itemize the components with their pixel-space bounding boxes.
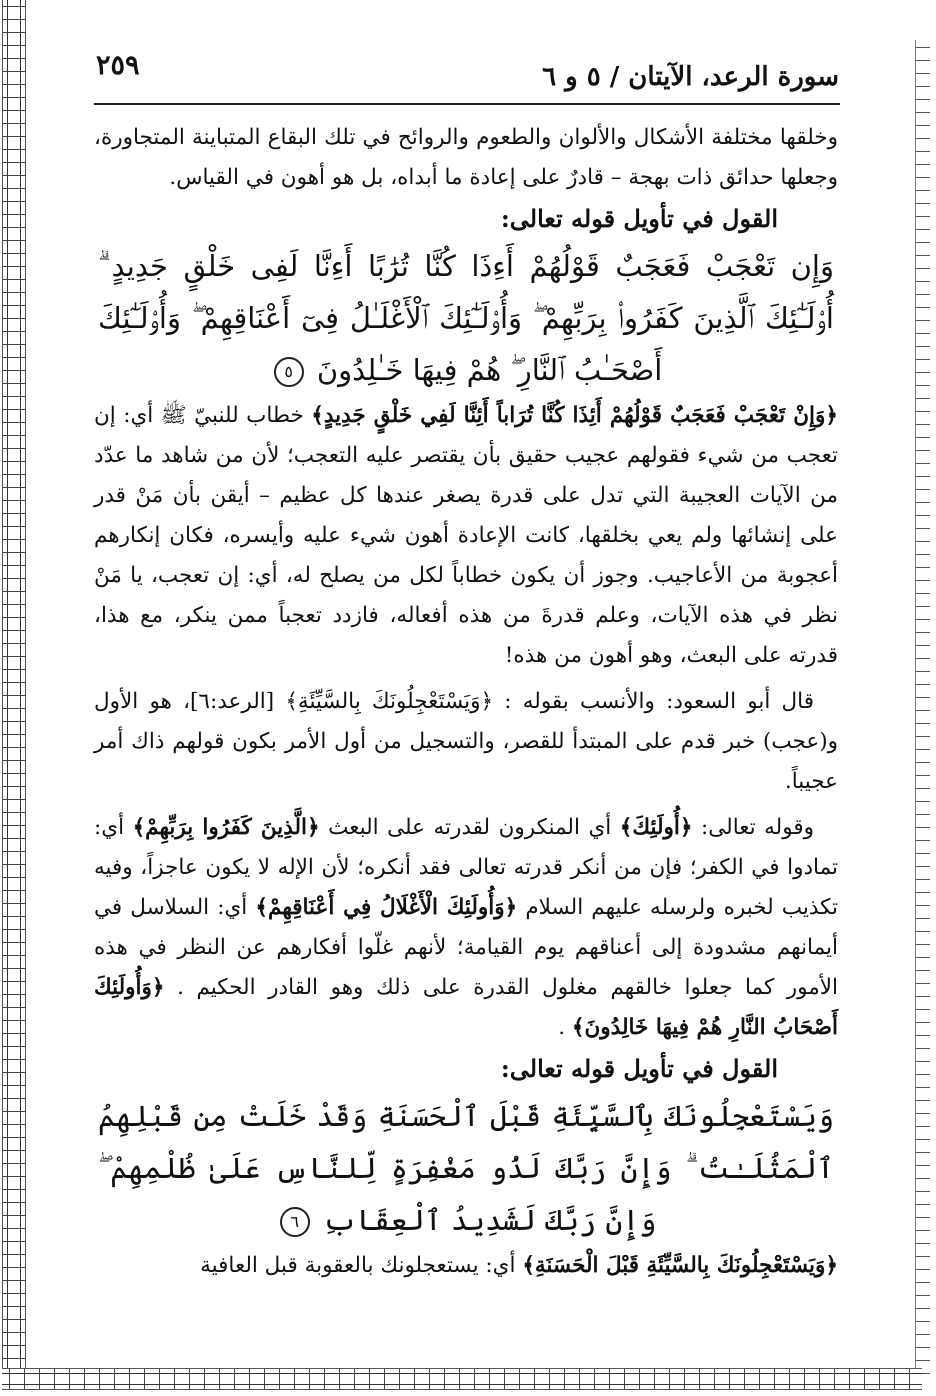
commentary-text: وقوله تعالى:	[701, 815, 814, 840]
page-number: ٢٥٩	[96, 50, 140, 81]
decorative-border-right	[915, 40, 930, 1380]
commentary-text: خطاب للنبيّ ﷺ أي: إن تعجب من شيء فقولهم عجيب حقيق بأن يقتصر عليه التعجب؛ لأن من شاهد ما عدّد من الآيات العجيبة التي تدل على قدرة يصغر عندها كل عظيم – أيقن بأن مَنْ قدر على إنشائها ولم يعي بخلقها، كانت الإعادة أهون شيء عليه وأيسره، فكان إنكارهم أعجوبة من الأعاجيب. وجوز أن يكون خطاباً لكل من يصلح له، أي: إن تعجب، يا مَنْ نظر في هذه الآيات، وعلم قدرةَ من هذه أفعاله، فازدد تعجباً ممن ينكر، مع هذا، قدرته على البعث، وهو أهون من هذه!	[94, 403, 838, 668]
paragraph-commentary-3	[94, 1246, 838, 1286]
quran-quote: ﴿وَإِنْ تَعْجَبْ فَعَجَبٌ قَوْلُهُمْ أَئِذَا كُنَّا تُرَاباً أَئِنَّا لَفِي خَلْقٍ جَدِيدٍ﴾	[311, 403, 838, 428]
section-heading-2: القول في تأويل قوله تعالى:	[500, 1054, 778, 1083]
quran-quote: ﴿الَّذِينَ كَفَرُوا بِرَبِّهِمْ﴾	[132, 815, 320, 840]
verse-text: وَيَسْتَعْجِلُونَكَ بِٱلسَّيِّئَةِ قَبْلَ ٱلْحَسَنَةِ وَقَدْ خَلَتْ مِن قَبْلِهِمُ ٱلْمَثُلَـٰتُ ۗ وَإِنَّ رَبَّكَ لَذُو مَغْفِرَةٍ لِّلنَّاسِ عَلَىٰ ظُلْمِهِمْ ۖ وَإِنَّ رَبَّكَ لَشَدِيدُ ٱلْعِقَابِ	[98, 1099, 834, 1237]
paragraph-intro: وخلقها مختلفة الأشكال والألوان والطعوم والروائح في تلك البقاع المتباينة المتجاورة، وجعلها حدائق ذات بهجة – قادرٌ على إعادة ما أبداه، بل هو أهون في القياس.	[94, 125, 838, 190]
quran-verse-6	[94, 1090, 838, 1246]
commentary-text: أي: تمادوا في الكفر؛ فإن من أنكر قدرته تعالى فقد أنكره؛ لأن الإله لا يكون عاجزاً، وفيه تكذيب لخبره ولرسله عليهم السلام	[94, 815, 838, 920]
header-rule	[94, 103, 840, 105]
verse-text: وَإِن تَعْجَبْ فَعَجَبٌ قَوْلُهُمْ أَءِذَا كُنَّا تُرَٰبًا أَءِنَّا لَفِى خَلْقٍ جَدِيدٍ ۗ أُو۟لَـٰٓئِكَ ٱلَّذِينَ كَفَرُوا۟ بِرَبِّهِمْ ۖ وَأُو۟لَـٰٓئِكَ ٱلْأَغْلَـٰلُ فِىٓ أَعْنَاقِهِمْ ۖ وَأُو۟لَـٰٓئِكَ أَصْحَـٰبُ ٱلنَّارِ ۖ هُمْ فِيهَا خَـٰلِدُونَ	[98, 249, 834, 387]
commentary-text: أي المنكرون لقدرته على البعث	[328, 815, 612, 840]
paragraph-commentary-1	[94, 396, 838, 676]
decorative-border-left	[2, 0, 26, 1378]
paragraph-abu-saud: قال أبو السعود: والأنسب بقوله : ﴿وَيَسْتَعْجِلُونَكَ بِالسَّيِّئَةِ﴾ [الرعد:٦]، هو الأول و(عجب) خبر قدم على المبتدأ للقصر، والتسجيل من أول الأمر بكون قولهم ذاك أمر عجيباً.	[94, 689, 838, 794]
commentary-text: أي: السلاسل في أيمانهم مشدودة إلى أعناقهم يوم القيامة؛ لأنهم غلّوا أفكارهم عن النظر في هذه الأمور كما جعلوا خالقهم مغلول القدرة على ذلك وهو القادر الحكيم .	[94, 895, 838, 1000]
quran-verse-5	[94, 240, 838, 396]
quran-quote: ﴿وَأُولَئِكَ الْأَغْلَالُ فِي أَعْنَاقِهِمْ﴾	[255, 895, 518, 920]
quran-quote: ﴿وَأُولَئِكَ أَصْحَابُ النَّارِ هُمْ فِيهَا خَالِدُونَ﴾	[94, 975, 838, 1040]
commentary-text: أي: يستعجلونك بالعقوبة قبل العافية	[200, 1253, 516, 1278]
commentary-text: .	[558, 1015, 566, 1040]
verse-number-marker: ٥	[274, 357, 304, 387]
decorative-border-bottom	[2, 1368, 922, 1390]
running-head: سورة الرعد، الآيتان / ٥ و ٦	[542, 62, 839, 92]
quran-quote: ﴿أُولَئِكَ﴾	[619, 815, 693, 840]
section-heading-1: القول في تأويل قوله تعالى:	[500, 204, 778, 233]
page-body	[94, 118, 838, 1286]
quran-quote: ﴿وَيَسْتَعْجِلُونَكَ بِالسَّيِّئَةِ قَبْلَ الْحَسَنَةِ﴾	[522, 1253, 838, 1278]
paragraph-commentary-2	[94, 808, 838, 1048]
verse-number-marker: ٦	[280, 1207, 310, 1237]
